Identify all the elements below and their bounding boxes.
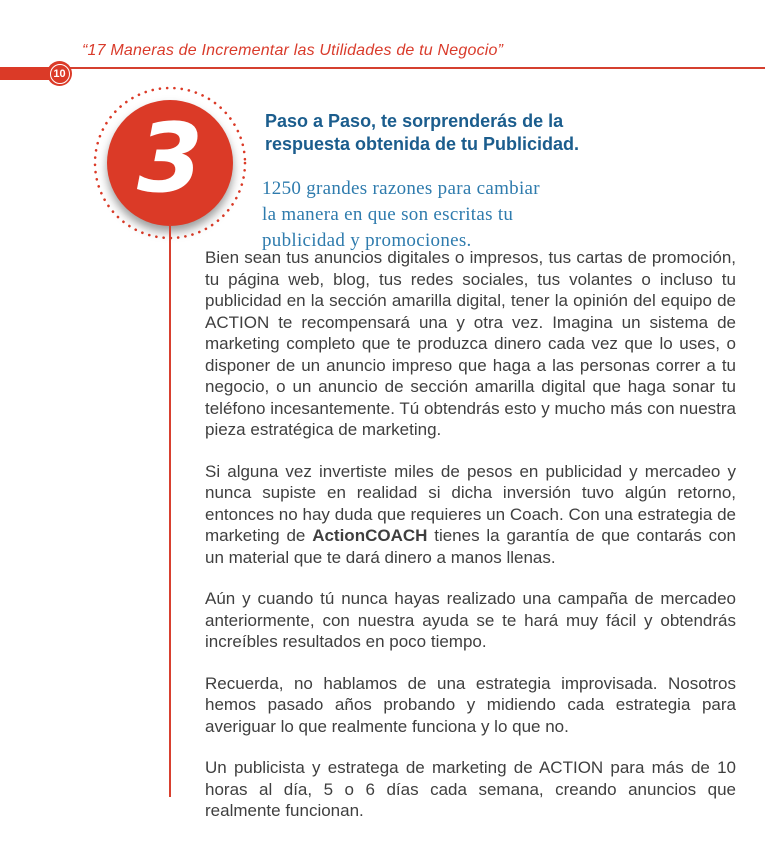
running-header-title: “17 Maneras de Incrementar las Utilidades de tu Negocio” [82,42,504,59]
paragraph-5 [205,757,736,822]
section-subheading-line1: 1250 grandes razones para cambiar [262,178,540,199]
paragraph-1 [205,247,736,441]
page-number-badge [47,61,72,86]
section-heading-line1: Paso a Paso, te sorprenderás de la [265,111,564,131]
page-number: 10 [53,67,66,80]
section-subheading [262,176,540,254]
body-copy [205,247,736,822]
section-subheading-line3: publicidad y promociones. [262,230,472,251]
vertical-rule [169,224,171,797]
paragraph-4 [205,673,736,738]
paragraph-2-text-pre: Si alguna vez invertiste miles de pesos en publicidad y mercadeo y nunca supiste en realidad si dicha inversión tuvo algún retorno, entonces no hay duda que requieres un Coach. Con una estrategia de marketing de [205,461,736,545]
paragraph-4-text: Recuerda, no hablamos de una estrategia improvisada. Nosotros hemos pasado años probando y midiendo cada estrategia para averiguar lo que realmente funciona y lo que no. [205,673,736,736]
paragraph-2-bold-brand: ActionCOACH [312,526,428,545]
section-heading [265,110,579,156]
section-heading-line2: respuesta obtenida de tu Publicidad. [265,134,580,154]
section-subheading-line2: la manera en que son escritas tu [262,204,514,225]
chapter-number: 3 [136,103,204,214]
paragraph-2 [205,461,736,569]
page-number-ring [50,64,70,84]
paragraph-1-text: Bien sean tus anuncios digitales o impresos, tus cartas de promoción, tu página web, blog, tus redes sociales, tus volantes o incluso tu publicidad en la sección amarilla digital, tener la opinión del equipo de ACTION te recompensará una y otra vez. Imagina un sistema de marketing completo que te produzca dinero cada vez que lo uses, o disponer de un anuncio impreso que haga a las personas correr a tu negocio, o un anuncio de sección amarilla digital que haga sonar tu teléfono incesantemente. Tú obtendrás esto y mucho más con nuestra pieza estratégica de marketing. [205,248,736,439]
chapter-number-circle [107,100,233,226]
header-rule [0,67,765,69]
header-red-bar [0,67,53,80]
paragraph-5-text: Un publicista y estratega de marketing de ACTION para más de 10 horas al día, 5 o 6 días cada semana, creando anuncios que realmente funcionan. [205,758,736,820]
paragraph-2-text-post: tienes la garantía de que contarás con un material que te dará dinero a manos llenas. [205,526,736,567]
paragraph-3-text: Aún y cuando tú nunca hayas realizado una campaña de mercadeo anteriormente, con nuestra ayuda se te hará muy fácil y obtendrás increíbles resultados en poco tiempo. [205,589,736,651]
paragraph-3 [205,588,736,653]
